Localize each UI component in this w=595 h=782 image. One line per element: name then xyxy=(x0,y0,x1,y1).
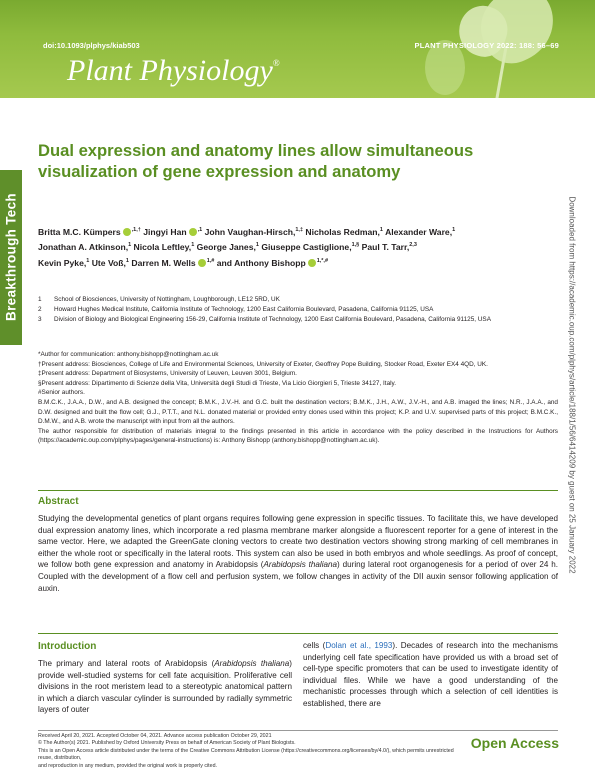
present-address-note: ‡Present address: Department of Biosystems, University of Leuven, Leuven 3001, Belgium. xyxy=(38,370,297,378)
orcid-icon[interactable] xyxy=(189,228,197,236)
author-list xyxy=(38,224,558,270)
author-affil: 1 xyxy=(255,242,259,249)
journal-name: Plant Physiology xyxy=(67,54,273,87)
affiliation-number: 1 xyxy=(38,296,42,303)
affiliation-list xyxy=(38,295,558,324)
affiliation-text: Division of Biology and Biological Engineering 156-29, California Institute of Technology, 1200 East California Boulevard, Pasadena, California 91125, USA xyxy=(54,315,491,323)
journal-citation: PLANT PHYSIOLOGY 2022: 188: 56–69 xyxy=(414,41,559,50)
affiliation-item xyxy=(38,295,558,305)
article-title: Dual expression and anatomy lines allow simultaneous visualization of gene expression and anatomy xyxy=(38,141,474,181)
author-name: Alexander Ware, xyxy=(385,226,453,237)
download-watermark: Downloaded from https://academic.oup.com/plphys/article/188/1/56/6414209 by guest on 25 January 2022 xyxy=(567,196,577,574)
author-affil: 1,§ xyxy=(351,242,360,249)
abstract-text-part: Studying the developmental genetics of plant organs requires following gene expression in specific tissues. To facilitate this, we have developed dual expression anatomy lines, which incorporate a red plasma membrane marker alongside a fluorescent reporter for a gene of interest in the same vector. Here, we adapted the GreenGate cloning vectors to create two destination vectors showing strong marking of cell membranes in either the whole root or specifically in the lateral roots. This system can also be used in both embryos and whole seedlings. As proof of concept, we follow both gene expression and anatomy in Arabidopsis ( xyxy=(38,514,558,570)
leaf-decoration xyxy=(469,0,567,73)
intro-text-part: The primary and lateral roots of Arabidopsis ( xyxy=(38,659,215,668)
section-divider xyxy=(38,490,558,491)
orcid-icon[interactable] xyxy=(198,259,206,267)
affiliation-item xyxy=(38,315,558,325)
introduction-heading: Introduction xyxy=(38,641,97,652)
author-affil: 2,3 xyxy=(409,242,417,249)
open-access-badge: Open Access xyxy=(470,735,559,751)
distribution-note: The author responsible for distribution of materials integral to the findings presented in this article in accordance with the policy described in the Instructions for Authors (https://academic.oup.com/plphys/pages/general-instructions) is: Anthony Bishopp (anthony.bishopp@nottingham.ac.uk). xyxy=(38,427,558,445)
author-affil: 1 xyxy=(191,242,195,249)
author-name: George Janes, xyxy=(196,242,256,253)
author-affil: ,1,† xyxy=(131,227,141,233)
license-line: This is an Open Access article distributed under the terms of the Creative Commons Attribution License (https://creativecommons.org/licenses/by/4.0/), which permits unrestricted reuse, distribution, xyxy=(38,747,454,762)
author-affil: 1 xyxy=(379,227,383,233)
journal-logo xyxy=(67,54,280,88)
author-affil: 1 xyxy=(128,242,132,249)
author-name: Nicholas Redman, xyxy=(305,226,380,237)
intro-text-part: ) provide well-studied systems for cell fate acquisition. Proliferative cell divisions in the root meristem lead to a stereotypic anatomical pattern in which a diarch vascular cylinder is surrounded by radially symmetric layers of outer xyxy=(38,659,292,715)
copyright-line: © The Author(s) 2021. Published by Oxford University Press on behalf of American Society of Plant Biologists. xyxy=(38,740,296,747)
affiliation-text: School of Biosciences, University of Nottingham, Loughborough, LE12 5RD, UK xyxy=(54,296,280,303)
author-name: Paul T. Tarr, xyxy=(361,242,410,253)
author-notes xyxy=(38,350,558,446)
footer-divider xyxy=(38,730,558,731)
author-name: Jingyi Han xyxy=(143,226,187,237)
orcid-icon[interactable] xyxy=(123,228,131,236)
received-dates: Received April 20, 2021. Accepted October 04, 2021. Advance access publication October 29, 2021 xyxy=(38,733,272,739)
introduction-column-1 xyxy=(38,658,292,716)
orcid-icon[interactable] xyxy=(308,259,316,267)
present-address-note: †Present address: Biosciences, College of Life and Environmental Sciences, University of Exeter, Geoffrey Pope Building, Stocker Road, Exeter EX4 4QD, UK. xyxy=(38,360,488,368)
author-affil: 1 xyxy=(125,257,129,264)
abstract-text-part: ) during lateral root organogenesis for a period of over 24 h. Coupled with the development of a flow cell and perfusion system, we follow changes in activity of the DII auxin sensor following application of auxin. xyxy=(38,560,558,593)
author-name: Darren M. Wells xyxy=(131,257,196,268)
author-name: Jonathan A. Atkinson, xyxy=(38,242,129,253)
affiliation-number: 2 xyxy=(38,305,42,313)
correspondence-note: *Author for communication: anthony.bishopp@nottingham.ac.uk xyxy=(38,351,219,358)
senior-authors-note: #Senior authors. xyxy=(38,389,85,397)
author-affil: ,1 xyxy=(197,227,203,233)
author-name: Ute Voß, xyxy=(91,257,126,268)
intro-text-part: cells ( xyxy=(303,641,326,650)
section-divider xyxy=(38,633,558,634)
present-address-note: §Present address: Dipartimento di Scienze della Vita, Università degli Studi di Trieste, Via Licio Giorgieri 5, Trieste 34127, Italy. xyxy=(38,379,397,387)
contributions-note: B.M.C.K., J.A.A., D.W., and A.B. designed the concept; B.M.K., J.V.-H. and G.C. built the destination vectors; B.M.K., J.H., A.W., J.V.-H., and A.B. imaged the lines; N.R., J.A.A., and D.W. designed and built the flow cell; G.J., P.T.T., and N.L. donated material or provided entry clones used within this project; K.P. and U.V. supervised parts of this project; B.M.C.K., D.M.W., and A.B. wrote the manuscript with input from all the authors. xyxy=(38,398,558,426)
intro-text-part: ). Decades of research into the mechanisms underlying cell fate specification have provided us with a broad set of cell-type specific promoters that can be used to investigate identity of individual files. While we have a good understanding of the mechanistic processes through which a selection of cell identities is established, there are xyxy=(303,641,558,708)
species-name: Arabidopsis thaliana xyxy=(263,560,338,570)
registered-mark: ® xyxy=(272,58,280,68)
author-line-3 xyxy=(38,255,558,270)
abstract-text xyxy=(38,513,558,594)
author-line-1 xyxy=(38,224,558,239)
author-name: John Vaughan-Hirsch, xyxy=(204,226,296,237)
author-name: and Anthony Bishopp xyxy=(216,257,306,268)
footer-info xyxy=(38,733,458,770)
author-name: Kevin Pyke, xyxy=(38,257,87,268)
species-name: Arabidopsis thaliana xyxy=(214,659,290,668)
author-affil: 1,‡ xyxy=(295,227,304,233)
author-affil: 1,*,# xyxy=(316,257,329,264)
article-type-label: Breakthrough Tech xyxy=(3,193,19,321)
author-name: Nicola Leftley, xyxy=(133,242,192,253)
introduction-column-2 xyxy=(303,640,558,710)
author-name: Giuseppe Castiglione, xyxy=(261,242,352,253)
doi-link[interactable]: doi:10.1093/plphys/kiab503 xyxy=(43,41,140,50)
citation-link[interactable]: Dolan et al., 1993 xyxy=(325,641,393,650)
affiliation-text: Howard Hughes Medical Institute, California Institute of Technology, 1200 East California Boulevard, Pasadena, California 91125, USA xyxy=(54,305,434,313)
author-line-2 xyxy=(38,239,558,254)
journal-header-banner xyxy=(0,0,595,98)
affiliation-item xyxy=(38,305,558,315)
license-line: and reproduction in any medium, provided the original work is properly cited. xyxy=(38,762,218,769)
abstract-heading: Abstract xyxy=(38,496,79,507)
author-name: Britta M.C. Kümpers xyxy=(38,226,121,237)
author-affil: 1 xyxy=(86,257,90,264)
affiliation-number: 3 xyxy=(38,315,42,323)
author-affil: 1 xyxy=(452,227,456,233)
author-affil: 1,# xyxy=(206,257,215,264)
